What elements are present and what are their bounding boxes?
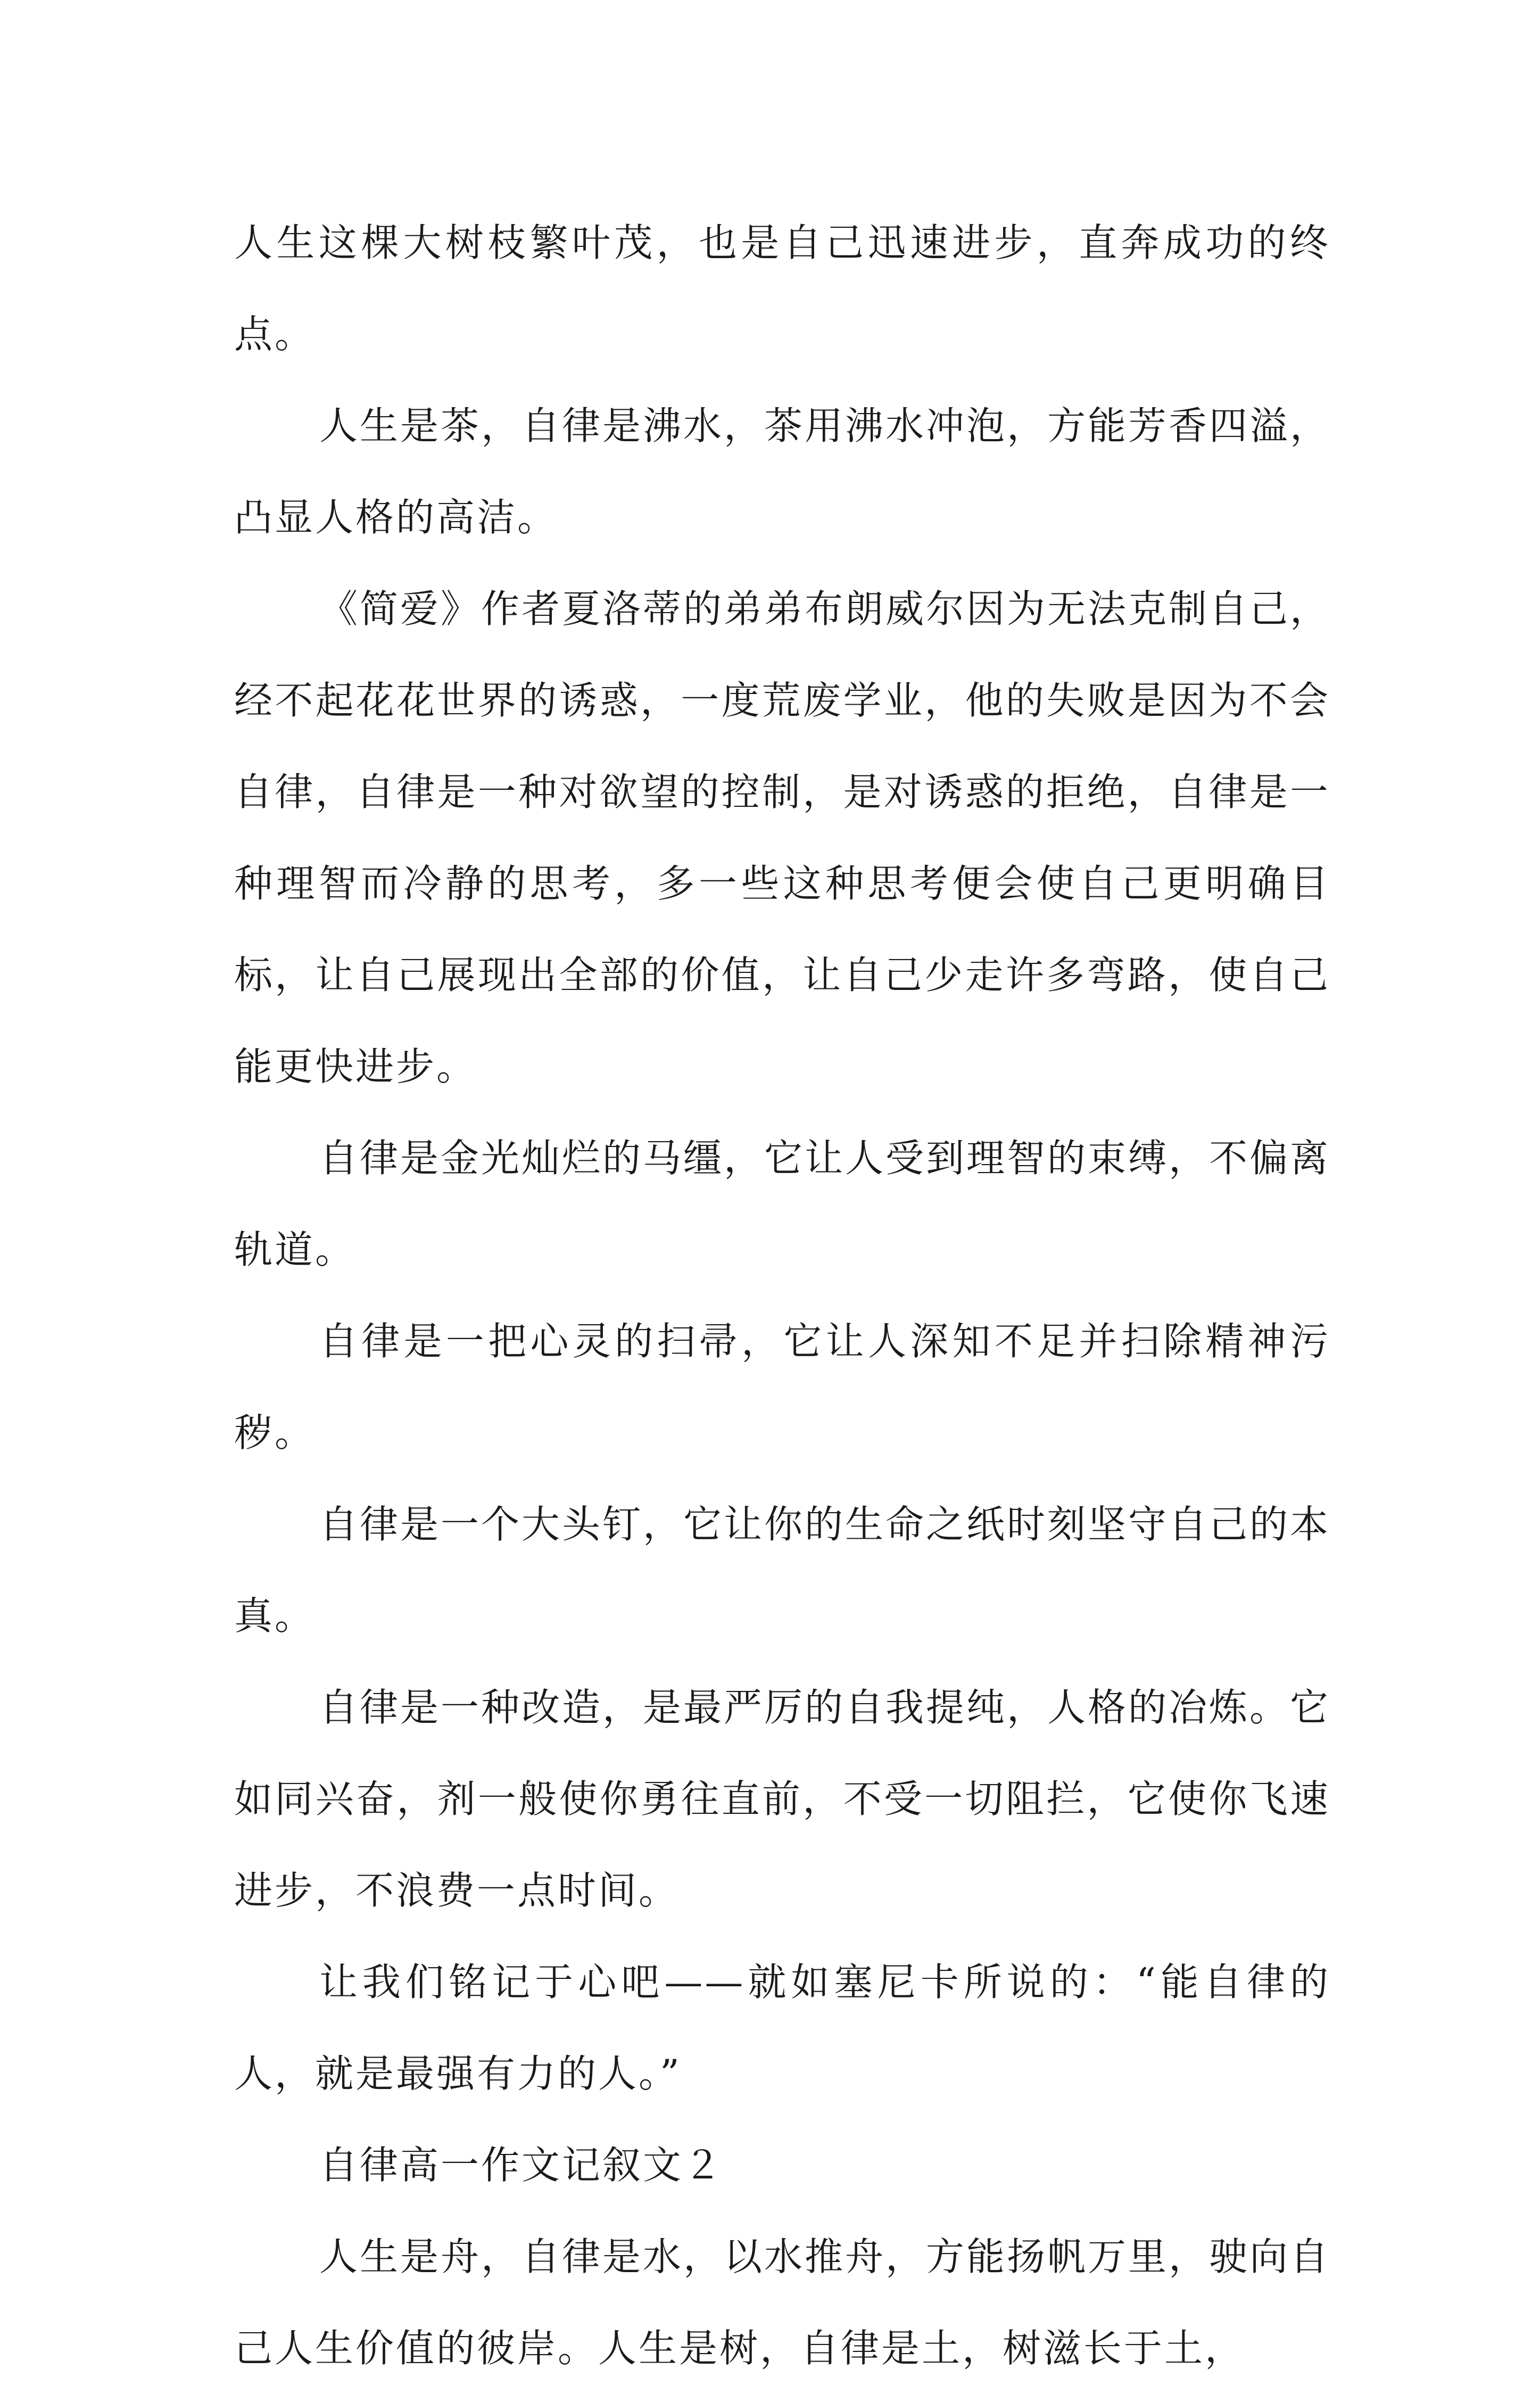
essay-body (234, 197, 1330, 2394)
paragraph-4: 自律是金光灿烂的马缰，它让人受到理智的束缚，不偏离轨道。 (234, 1136, 1331, 1272)
paragraph-6: 自律是一个大头钉，它让你的生命之纸时刻坚守自己的本真。 (234, 1502, 1331, 1638)
paragraph-3: 《简爱》作者夏洛蒂的弟弟布朗威尔因为无法克制自己，经不起花花世界的诱惑，一度荒废学业，他的失败是因为不会自律，自律是一种对欲望的控制，是对诱惑的拒绝，自律是一种理智而冷静的思考，多一些这种思考便会使自己更明确目标，让自己展现出全部的价值，让自己少走许多弯路，使自己能更快进步。 (234, 587, 1331, 1089)
paragraph-7: 自律是一种改造，是最严厉的自我提纯，人格的冶炼。它如同兴奋，剂一般使你勇往直前，不受一切阻拦，它使你飞速进步，不浪费一点时间。 (234, 1685, 1331, 1913)
paragraph-8: 让我们铭记于心吧——就如塞尼卡所说的：“能自律的人，就是最强有力的人。” (234, 1960, 1330, 2096)
closing-paragraph: 人生是舟，自律是水，以水推舟，方能扬帆万里，驶向自己人生价值的彼岸。人生是树，自律是土，树滋长于土， (234, 2234, 1331, 2371)
paragraph-1: 人生这棵大树枝繁叶茂，也是自己迅速进步，直奔成功的终点。 (234, 220, 1330, 357)
section-heading: 自律高一作文记叙文２ (319, 2143, 724, 2187)
paragraph-2: 人生是茶，自律是沸水，茶用沸水冲泡，方能芳香四溢，凸显人格的高洁。 (234, 403, 1331, 540)
paragraph-5: 自律是一把心灵的扫帚，它让人深知不足并扫除精神污秽。 (234, 1319, 1330, 1455)
